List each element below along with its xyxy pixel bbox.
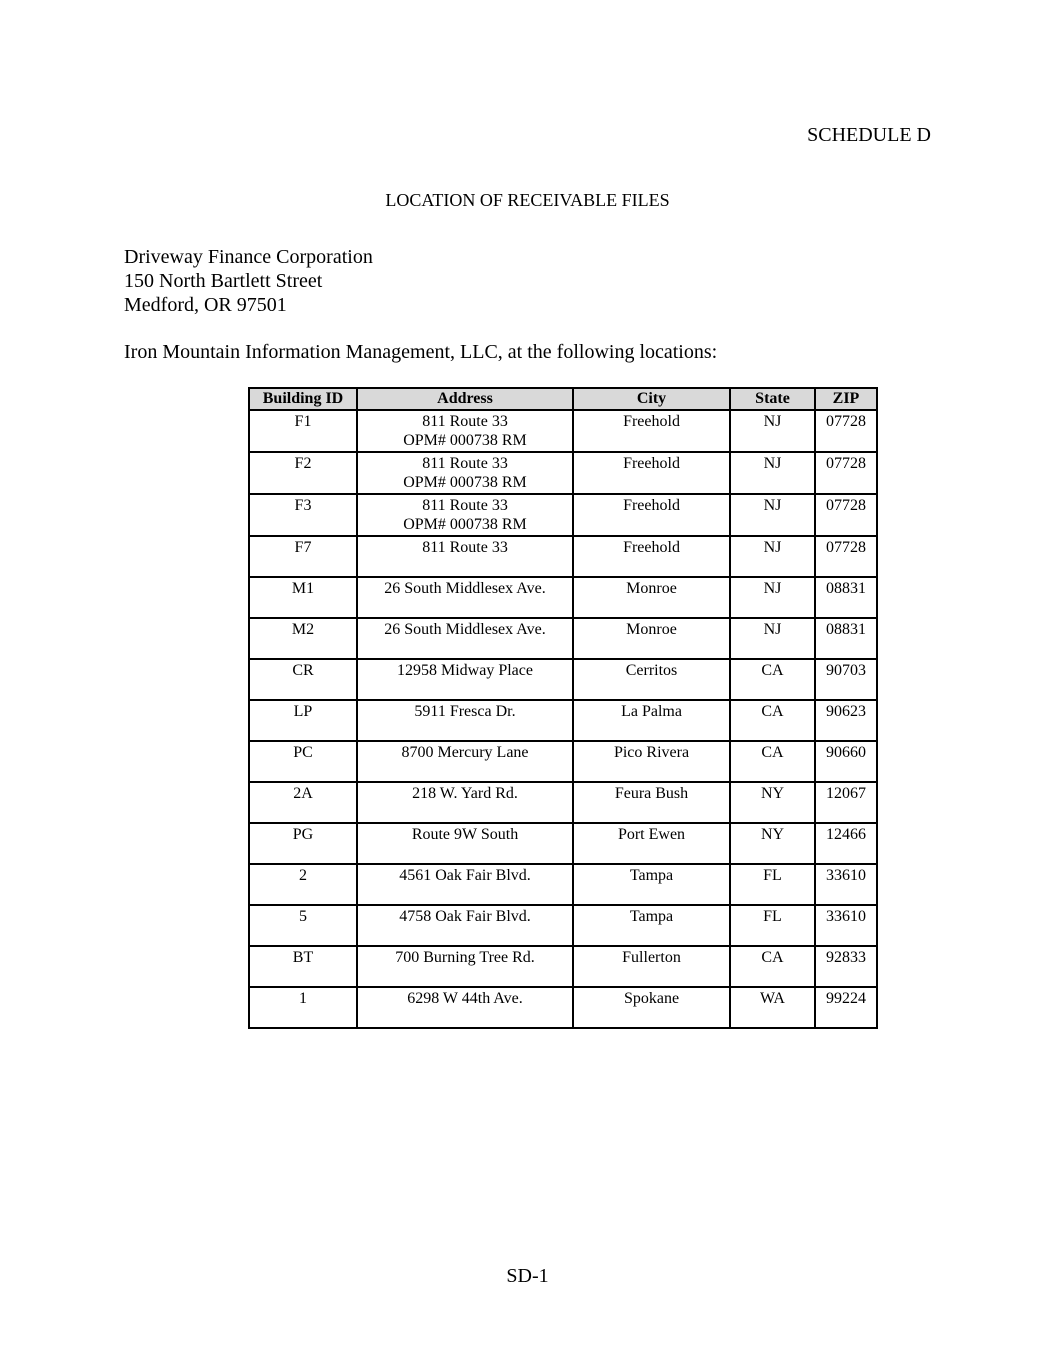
cell-building-id: F1 (249, 410, 357, 452)
address-line-1: 811 Route 33 (422, 413, 508, 430)
table-row (249, 659, 877, 700)
schedule-label: SCHEDULE D (807, 124, 931, 146)
cell-address (357, 823, 573, 864)
company-street: 150 North Bartlett Street (124, 270, 323, 292)
cell-city: Tampa (573, 905, 730, 946)
table-row (249, 618, 877, 659)
cell-building-id: M2 (249, 618, 357, 659)
address-line-2: OPM# 000738 RM (403, 516, 527, 533)
cell-state: NJ (730, 577, 815, 618)
address-line-1: 4758 Oak Fair Blvd. (399, 908, 531, 925)
cell-state: FL (730, 864, 815, 905)
cell-city: Tampa (573, 864, 730, 905)
cell-state: CA (730, 741, 815, 782)
cell-address (357, 987, 573, 1028)
table-row (249, 741, 877, 782)
cell-building-id: 2 (249, 864, 357, 905)
table-row (249, 987, 877, 1028)
table-row (249, 452, 877, 494)
table-row (249, 946, 877, 987)
cell-address (357, 536, 573, 577)
cell-city: Port Ewen (573, 823, 730, 864)
cell-zip: 12067 (815, 782, 877, 823)
cell-city: Pico Rivera (573, 741, 730, 782)
cell-state: CA (730, 946, 815, 987)
header-zip: ZIP (815, 388, 877, 410)
cell-address (357, 700, 573, 741)
header-address: Address (357, 388, 573, 410)
cell-state: CA (730, 700, 815, 741)
cell-state: NJ (730, 494, 815, 536)
cell-state: NJ (730, 536, 815, 577)
cell-city: Freehold (573, 410, 730, 452)
cell-city: Spokane (573, 987, 730, 1028)
address-line-1: 12958 Midway Place (397, 662, 533, 679)
address-line-1: 8700 Mercury Lane (401, 744, 529, 761)
cell-address (357, 659, 573, 700)
cell-state: NY (730, 823, 815, 864)
cell-city: Fullerton (573, 946, 730, 987)
cell-city: Cerritos (573, 659, 730, 700)
cell-address (357, 864, 573, 905)
intro-text: Iron Mountain Information Management, LLC, at the following locations: (124, 341, 718, 363)
company-address-block (124, 245, 373, 317)
cell-building-id: BT (249, 946, 357, 987)
cell-zip: 90703 (815, 659, 877, 700)
address-line-1: 26 South Middlesex Ave. (384, 621, 546, 638)
cell-address (357, 946, 573, 987)
cell-zip: 07728 (815, 494, 877, 536)
cell-building-id: F2 (249, 452, 357, 494)
cell-zip: 12466 (815, 823, 877, 864)
address-line-2: OPM# 000738 RM (403, 474, 527, 491)
table-header-row (249, 388, 877, 410)
cell-building-id: LP (249, 700, 357, 741)
company-city-line: Medford, OR 97501 (124, 294, 287, 316)
table-row (249, 494, 877, 536)
cell-city: Feura Bush (573, 782, 730, 823)
address-line-1: 811 Route 33 (422, 497, 508, 514)
cell-building-id: F3 (249, 494, 357, 536)
table-body (249, 410, 877, 1028)
cell-building-id: PG (249, 823, 357, 864)
cell-address (357, 905, 573, 946)
cell-zip: 92833 (815, 946, 877, 987)
cell-building-id: 1 (249, 987, 357, 1028)
table-row (249, 577, 877, 618)
cell-zip: 99224 (815, 987, 877, 1028)
cell-address (357, 618, 573, 659)
page-title: LOCATION OF RECEIVABLE FILES (385, 190, 670, 210)
cell-address (357, 577, 573, 618)
table-row (249, 410, 877, 452)
header-city: City (573, 388, 730, 410)
locations-table (248, 387, 878, 1029)
table-row (249, 905, 877, 946)
cell-state: WA (730, 987, 815, 1028)
cell-building-id: M1 (249, 577, 357, 618)
address-line-1: 5911 Fresca Dr. (414, 703, 516, 720)
address-line-2: OPM# 000738 RM (403, 432, 527, 449)
header-state: State (730, 388, 815, 410)
address-line-1: 811 Route 33 (422, 455, 508, 472)
address-line-1: 218 W. Yard Rd. (412, 785, 518, 802)
cell-zip: 33610 (815, 864, 877, 905)
cell-building-id: F7 (249, 536, 357, 577)
table-row (249, 864, 877, 905)
address-line-1: 700 Burning Tree Rd. (395, 949, 535, 966)
cell-state: NJ (730, 618, 815, 659)
cell-zip: 08831 (815, 577, 877, 618)
cell-city: Freehold (573, 452, 730, 494)
cell-city: Monroe (573, 577, 730, 618)
cell-building-id: 5 (249, 905, 357, 946)
cell-zip: 07728 (815, 452, 877, 494)
cell-state: NJ (730, 452, 815, 494)
cell-address (357, 452, 573, 494)
company-name: Driveway Finance Corporation (124, 246, 373, 268)
cell-address (357, 782, 573, 823)
address-line-1: Route 9W South (411, 826, 519, 843)
cell-zip: 90660 (815, 741, 877, 782)
address-line-1: 811 Route 33 (422, 539, 508, 556)
cell-building-id: PC (249, 741, 357, 782)
cell-zip: 08831 (815, 618, 877, 659)
table-row (249, 823, 877, 864)
table-row (249, 536, 877, 577)
address-line-1: 4561 Oak Fair Blvd. (399, 867, 531, 884)
cell-city: Freehold (573, 494, 730, 536)
cell-city: Monroe (573, 618, 730, 659)
cell-state: NY (730, 782, 815, 823)
address-line-1: 26 South Middlesex Ave. (384, 580, 546, 597)
address-line-1: 6298 W 44th Ave. (407, 990, 523, 1007)
page-number: SD-1 (506, 1265, 549, 1287)
header-building-id: Building ID (249, 388, 357, 410)
cell-zip: 90623 (815, 700, 877, 741)
cell-city: La Palma (573, 700, 730, 741)
table-row (249, 782, 877, 823)
cell-state: FL (730, 905, 815, 946)
cell-zip: 07728 (815, 536, 877, 577)
cell-address (357, 410, 573, 452)
table-row (249, 700, 877, 741)
cell-building-id: CR (249, 659, 357, 700)
cell-zip: 33610 (815, 905, 877, 946)
cell-state: NJ (730, 410, 815, 452)
cell-zip: 07728 (815, 410, 877, 452)
cell-state: CA (730, 659, 815, 700)
cell-address (357, 494, 573, 536)
cell-city: Freehold (573, 536, 730, 577)
cell-address (357, 741, 573, 782)
cell-building-id: 2A (249, 782, 357, 823)
